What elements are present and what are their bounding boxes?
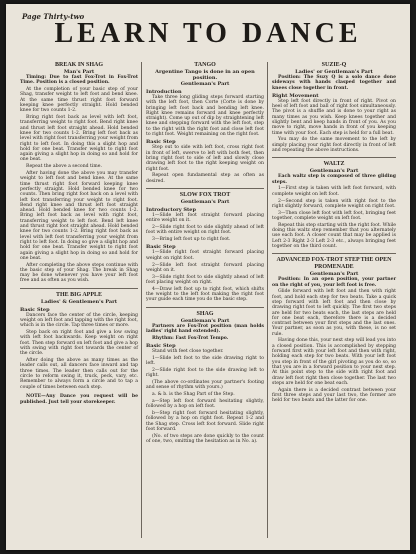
section-divider: [146, 307, 264, 308]
section-part: Ladies' & Gentlemen's Part: [40, 298, 118, 305]
column-divider: [141, 62, 142, 538]
step-line: 3—Slide right foot to side slightly ahead of left foot placing weight on right.: [146, 274, 264, 285]
step-line: 2—Second step is taken with right foot to the right slightly forward, complete weight on right foot.: [272, 198, 396, 209]
sub-heading: Basic Step: [146, 343, 176, 349]
paragraph: At the completion of your basic step of your Shag, transfer weight to left foot and bend knee. At the same time thrust right foot forward keeping knee perfectly straight. Hold bended knee for two counts 1-2.: [20, 87, 138, 114]
sub-heading: Introductory Step: [146, 206, 196, 213]
section-title-advanced-fox-trot: ADVANCED FOX-TROT STEP THE OPEN PROMENADE: [276, 257, 392, 271]
page-number: Page Thirty-two: [22, 12, 85, 21]
section-title-shag: SHAG: [196, 310, 214, 317]
column-middle: [146, 60, 264, 540]
step-line: 4—Draw left foot up to right foot, which shifts the weight to the left foot making the right foot your guide each time you do the basic step.: [146, 286, 264, 303]
paragraph: Repeat open fundamental step as often as desired.: [146, 173, 264, 184]
paragraph: Take three long gliding steps forward starting with the left foot, then Corte (Corte is done by bringing left foot back and bending left knee. Right knee remains forward and knee perfectly straight). Come up out of dip by straightening left knee and stepping forward with the left foot, step to the right with the right foot and close left foot to right foot. Weight remaining on the right foot.: [146, 95, 264, 138]
sub-heading: Basic Step: [146, 139, 176, 146]
column-right: [272, 60, 396, 540]
section-divider: [146, 188, 264, 189]
paragraph: Having done this, your next step will lead you into a closed position. This is accomplished by stepping forward first with your left foot and then with right, holding each step for two beats. With your left foot you step in front of the girl pivoting as you do so, so that you are in a forward position to your next step. At this point step to the side with right foot and draw left foot right then close together. The last two steps are held for one beat each.: [272, 338, 396, 386]
paragraph: Bring right foot back as level with left foot, transferring weight to right foot. Bend right knee and thrust left foot straight ahead. Hold bended knee for two counts 1-2. Bring left foot back as level with right foot transferring your weight from right to left foot. In doing this a slight hop and hold for one beat. Transfer weight to right foot again giving a slight hop in doing so and hold for one beat.: [20, 115, 138, 163]
step-line: 3—Then close left foot with left foot, bringing feet together, complete weight on left foot.: [272, 210, 396, 221]
paragraph: You may do the same movement to the left by simply placing your right foot directly in front of left and repeating the above instructions.: [272, 137, 396, 154]
step-line: 1—First step is taken with left foot forward, with complete weight on left foot.: [272, 186, 396, 197]
step-line: 2—Slide right foot to the side drawing left to right.: [146, 367, 264, 379]
timing-text: Timing: Due to fast Fox-Trot in Fox-Trot Time. Position is a closed position.: [20, 75, 138, 86]
position-text: Partners are Fox-Trot position (man holds ladies' right hand extended).: [146, 323, 264, 334]
paragraph: Step back on right foot and give a low swing with left foot backwards. Keep weight on right foot. Then step forward on left foot and give a hop with swing with right foot towards the center of the circle.: [20, 330, 138, 357]
sub-heading: Basic Step: [20, 306, 50, 313]
magazine-page: [6, 4, 410, 550]
section-subtitle: Argentine Tango is done in an open position.: [155, 69, 255, 81]
step-line: 1—Slide left foot to the side drawing right to left.: [146, 355, 264, 367]
intro-text: Each waltz step is composed of three gliding steps.: [272, 174, 396, 185]
section-divider: [20, 288, 138, 289]
section-divider: [272, 253, 396, 254]
position-text: Position: In an open position, your partner on the right of you, your left foot is free.: [272, 277, 396, 288]
section-title-tango: TANGO: [194, 62, 216, 68]
column-left: [20, 60, 138, 540]
section-title-slow-fox-trot: SLOW FOX TROT: [179, 191, 231, 198]
step-line: a—Step left foot forward hesitating slightly, followed by a hop on left foot.: [146, 398, 264, 410]
step-line: 3—Bring left foot up to right foot.: [152, 237, 231, 243]
note-text: NOTE—Any Dance you request will be published. Just tell your storekeeper.: [20, 394, 138, 405]
paragraph: Repeat this step starting with the right foot. While doing this waltz step remember that you alternately use each foot. A closer count that may be applied is Left 2-3 Right 2-3 Left 2-3 etc., always bringing feet together on the third count.: [272, 222, 396, 249]
sub-heading: Basic Step: [146, 244, 176, 251]
section-part: Gentleman's Part: [180, 81, 230, 87]
section-title-suzie-q: SUZIE-Q: [321, 62, 347, 68]
step-line: 1—Slide left foot straight forward placing entire weight on it.: [146, 212, 264, 224]
paragraph: Again there is a decided contrast between your first three steps and your last two, the former are held for two beats and the latter for one.: [272, 387, 396, 404]
step-line: (No. of two steps are done quickly to the count of one, two, omitting the hesitation as in No. a).: [146, 433, 264, 444]
position-text: Position: The Suzy Q is a solo dance done sideways with hands clasped together and knees close together in front.: [272, 75, 396, 91]
sub-heading: Introduction: [146, 89, 182, 95]
section-part: Gentleman's Part: [309, 271, 359, 278]
step-line: 2—Slide left foot straight forward placing weight on it.: [146, 262, 264, 273]
step-line: 2—Slide right foot to side slightly ahead of left foot with entire weight on right foot.: [146, 225, 264, 236]
section-part: Gentleman's Part: [180, 317, 230, 324]
section-title-break-in-shag: BREAK IN SHAG: [54, 62, 103, 68]
section-part: Gentleman's Part: [180, 198, 230, 205]
section-divider: [272, 157, 396, 158]
page-title: LEARN TO DANCE: [54, 18, 362, 49]
step-line: a. & b. is the Shag Part of the Step.: [152, 392, 235, 398]
paragraph: Dancers face the center of the circle, keeping weight on left foot and tapping with the right foot, which is in the circle. Tap three times or more.: [20, 312, 138, 329]
step-line: 1—Slide right foot straight forward placing weight on right foot.: [146, 250, 264, 261]
rhythm-text: Rhythm: Fast Fox-Trot Tempo.: [152, 335, 229, 341]
step-line: Stand with feet close together.: [152, 349, 224, 354]
section-title-big-apple: THE BIG APPLE: [55, 291, 102, 298]
paragraph: Step out to side with left foot, cross right foot in front of left, swerve to left with both feet, then bring right foot to side of left and slowly close drawing left foot to the right keeping weight on right foot.: [146, 145, 264, 172]
step-line: (The above co-ordinates your partner's footing and sense of rhythm with yours.): [146, 379, 264, 391]
paragraph: After having done the above you may transfer weight to left foot and bend knee. At the same time thrust right foot forward keeping knee perfectly straight. Hold bended knee for two counts. Then bring right foot back on a level with left foot transferring your weight to right foot. Bend right knee and thrust left foot straight ahead. Hold bended knee for two counts 1-2. Bring left foot back as level with right foot, transferring weight to left foot. Bend left knee and thrust right foot straight ahead. Hold bended knee for two counts 1-2. Bring right foot back as level with left foot transferring your weight from right to left foot. In doing so give a slight hop and hold for one beat. Transfer weight to right foot again giving a slight hop in doing so and hold for one beat.: [20, 171, 138, 261]
paragraph: Step left foot directly in front of right. Pivot on heel of left foot and ball of right foot simultaneously. The pivot is a shuffle and is done to your right as many times as you wish. Keep knees together and slightly bent and keep hands in front of you. As you move to right, move hands in front of you keeping time with your foot. Each step is held for a full beat.: [272, 98, 396, 136]
section-title-waltz: WALTZ: [323, 161, 345, 168]
paragraph: Repeat the above a second time.: [26, 164, 102, 170]
column-divider: [267, 62, 268, 538]
paragraph: After completing the above steps continue with the basic step of your Shag. The break in Shag may be done whenever you have your left foot free and as often as you wish.: [20, 262, 138, 284]
section-part: Man's Part: [63, 69, 95, 75]
step-line: b—Step right foot forward hesitating slightly, followed by a hop on right foot. Repeat 1-2 and the Shag step. Cross left foot forward. Slide right foot forward.: [146, 410, 264, 432]
section-part: Ladies' or Gentleman's Part: [295, 69, 373, 75]
paragraph: Glide forward with left foot and then with right foot, and hold each step for two beats. Take a quick step forward with left foot and then close by drawing right foot to left quickly. The first two steps are held for two beats each, the last steps are held for one beat each, therefore there is a decided contrast between your first steps and the last ones. Your partner, as soon as you, with these, is no set rule.: [272, 289, 396, 337]
sub-heading: Right Movement: [272, 92, 319, 99]
section-part: Gentleman's Part: [309, 168, 359, 175]
paragraph: After doing the above as many times as the leader calls out, all dancers face inward and tap three times. The leader then calls out for the circle to reform swing it, truck, peck, vary, etc. Remember to always form a circle and to tap a couple of times between each step.: [20, 358, 138, 390]
